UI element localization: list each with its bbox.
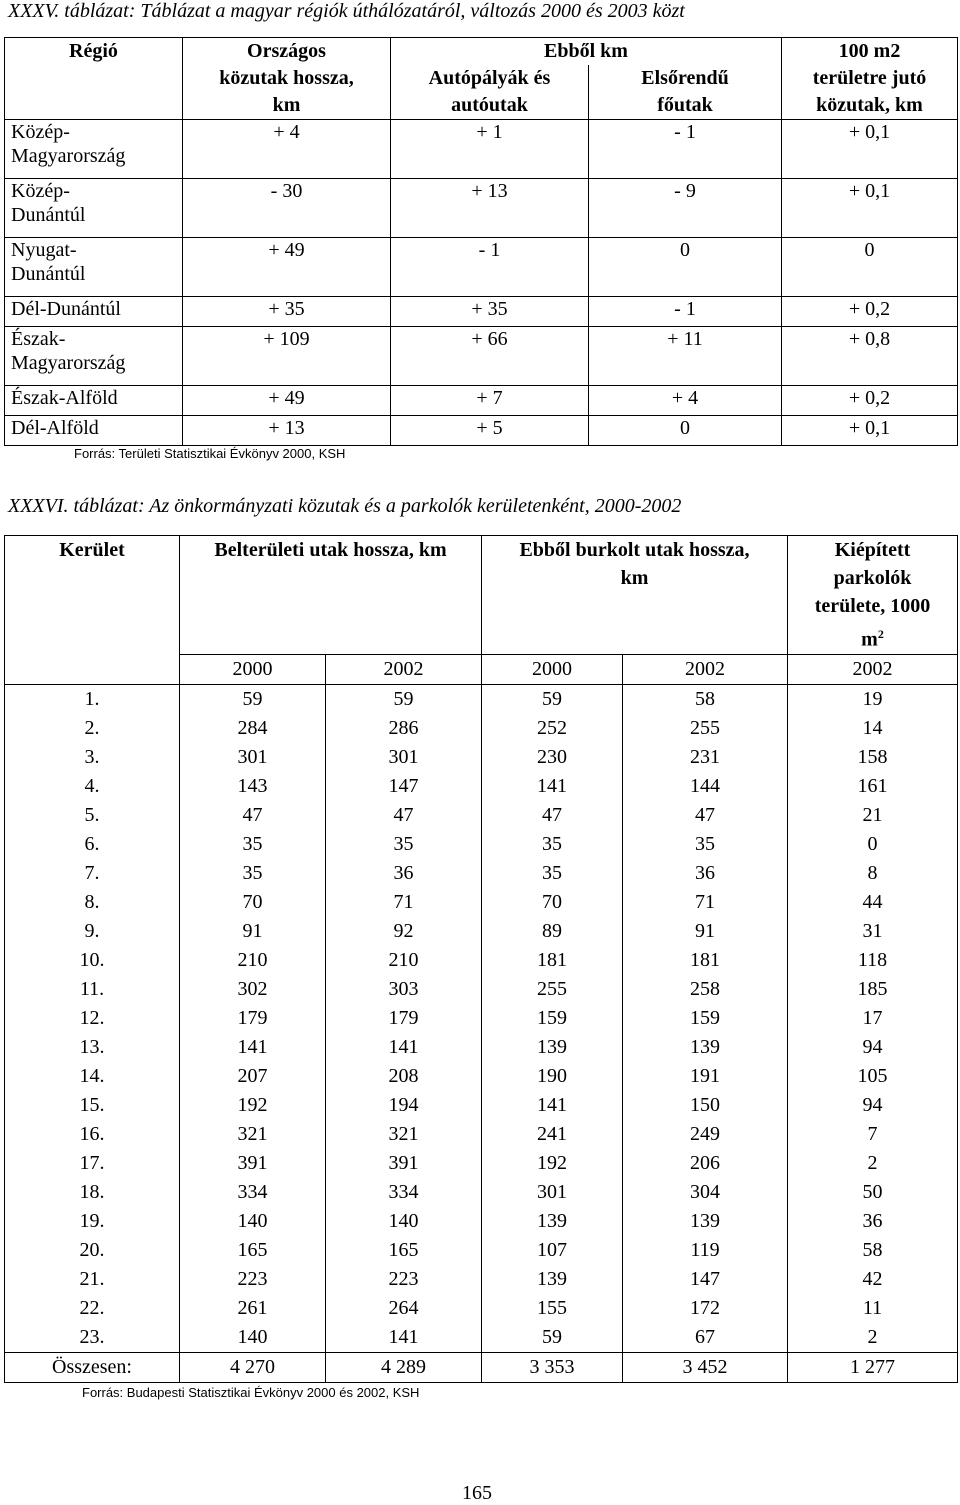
paved-2000-cell: 181 bbox=[482, 946, 623, 975]
header-national-roads: Országos közutak hossza, km bbox=[183, 38, 391, 120]
inner-2002-cell: 35 bbox=[326, 830, 482, 859]
inner-2002-cell: 179 bbox=[326, 1004, 482, 1033]
district-cell: 11. bbox=[5, 975, 180, 1004]
primary-value: 0 bbox=[589, 238, 782, 297]
inner-2002-cell: 4 289 bbox=[326, 1352, 482, 1382]
district-cell: 8. bbox=[5, 888, 180, 917]
paved-2002-cell: 71 bbox=[623, 888, 788, 917]
district-cell: 14. bbox=[5, 1062, 180, 1091]
inner-2000-cell: 207 bbox=[180, 1062, 326, 1091]
national-value: + 49 bbox=[183, 386, 391, 416]
header-density: 100 m2 területre jutó közutak, km bbox=[782, 38, 958, 120]
paved-2000-cell: 141 bbox=[482, 1091, 623, 1120]
parking-2002-cell: 2 bbox=[788, 1149, 958, 1178]
year-header: 2000 bbox=[482, 654, 623, 684]
district-row bbox=[5, 1004, 958, 1033]
inner-2000-cell: 223 bbox=[180, 1265, 326, 1294]
inner-2000-cell: 284 bbox=[180, 714, 326, 743]
inner-2002-cell: 92 bbox=[326, 917, 482, 946]
paved-2002-cell: 249 bbox=[623, 1120, 788, 1149]
inner-2002-cell: 391 bbox=[326, 1149, 482, 1178]
paved-2000-cell: 252 bbox=[482, 714, 623, 743]
parking-2002-cell: 42 bbox=[788, 1265, 958, 1294]
paved-2000-cell: 139 bbox=[482, 1207, 623, 1236]
density-value: + 0,2 bbox=[782, 297, 958, 327]
paved-2002-cell: 304 bbox=[623, 1178, 788, 1207]
parking-2002-cell: 7 bbox=[788, 1120, 958, 1149]
motorways-value: + 1 bbox=[391, 120, 589, 179]
header-of-which: Ebből km bbox=[391, 38, 782, 66]
paved-2000-cell: 35 bbox=[482, 859, 623, 888]
primary-value: - 1 bbox=[589, 120, 782, 179]
parking-2002-cell: 11 bbox=[788, 1294, 958, 1323]
primary-value: + 11 bbox=[589, 327, 782, 386]
year-header: 2002 bbox=[326, 654, 482, 684]
district-row bbox=[5, 684, 958, 714]
inner-2002-cell: 210 bbox=[326, 946, 482, 975]
paved-2002-cell: 147 bbox=[623, 1265, 788, 1294]
inner-2000-cell: 391 bbox=[180, 1149, 326, 1178]
region-row bbox=[5, 179, 958, 238]
paved-2000-cell: 139 bbox=[482, 1265, 623, 1294]
inner-2000-cell: 140 bbox=[180, 1323, 326, 1353]
header-region: Régió bbox=[5, 38, 183, 120]
inner-2002-cell: 303 bbox=[326, 975, 482, 1004]
paved-2002-cell: 172 bbox=[623, 1294, 788, 1323]
inner-2000-cell: 35 bbox=[180, 859, 326, 888]
region-row bbox=[5, 297, 958, 327]
parking-2002-cell: 44 bbox=[788, 888, 958, 917]
district-row bbox=[5, 714, 958, 743]
region-row bbox=[5, 327, 958, 386]
district-row bbox=[5, 975, 958, 1004]
district-row bbox=[5, 830, 958, 859]
inner-2000-cell: 70 bbox=[180, 888, 326, 917]
inner-2002-cell: 47 bbox=[326, 801, 482, 830]
paved-2000-cell: 107 bbox=[482, 1236, 623, 1265]
inner-2002-cell: 140 bbox=[326, 1207, 482, 1236]
header-primary-roads: Elsőrendű főutak bbox=[589, 65, 782, 120]
inner-2000-cell: 301 bbox=[180, 743, 326, 772]
inner-2000-cell: 143 bbox=[180, 772, 326, 801]
parking-2002-cell: 17 bbox=[788, 1004, 958, 1033]
parking-2002-cell: 0 bbox=[788, 830, 958, 859]
density-value: + 0,1 bbox=[782, 120, 958, 179]
district-row bbox=[5, 859, 958, 888]
district-row bbox=[5, 743, 958, 772]
inner-2002-cell: 208 bbox=[326, 1062, 482, 1091]
district-row bbox=[5, 772, 958, 801]
district-row bbox=[5, 801, 958, 830]
inner-2002-cell: 147 bbox=[326, 772, 482, 801]
inner-2000-cell: 210 bbox=[180, 946, 326, 975]
national-value: - 30 bbox=[183, 179, 391, 238]
paved-2000-cell: 241 bbox=[482, 1120, 623, 1149]
paved-2002-cell: 231 bbox=[623, 743, 788, 772]
district-cell: 1. bbox=[5, 684, 180, 714]
paved-2002-cell: 67 bbox=[623, 1323, 788, 1353]
paved-2000-cell: 139 bbox=[482, 1033, 623, 1062]
density-value: + 0,1 bbox=[782, 416, 958, 446]
district-row bbox=[5, 1149, 958, 1178]
district-row bbox=[5, 1033, 958, 1062]
region-row bbox=[5, 386, 958, 416]
paved-2002-cell: 191 bbox=[623, 1062, 788, 1091]
district-cell: 3. bbox=[5, 743, 180, 772]
district-roads-table bbox=[4, 535, 958, 1383]
paved-2002-cell: 91 bbox=[623, 917, 788, 946]
inner-2000-cell: 165 bbox=[180, 1236, 326, 1265]
parking-2002-cell: 161 bbox=[788, 772, 958, 801]
inner-2000-cell: 261 bbox=[180, 1294, 326, 1323]
paved-2000-cell: 141 bbox=[482, 772, 623, 801]
primary-value: 0 bbox=[589, 416, 782, 446]
motorways-value: + 13 bbox=[391, 179, 589, 238]
district-cell: 4. bbox=[5, 772, 180, 801]
district-row bbox=[5, 917, 958, 946]
motorways-value: + 7 bbox=[391, 386, 589, 416]
paved-2002-cell: 258 bbox=[623, 975, 788, 1004]
district-cell: 5. bbox=[5, 801, 180, 830]
district-cell: 10. bbox=[5, 946, 180, 975]
parking-2002-cell: 50 bbox=[788, 1178, 958, 1207]
year-header: 2000 bbox=[180, 654, 326, 684]
paved-2000-cell: 192 bbox=[482, 1149, 623, 1178]
regions-road-table bbox=[4, 37, 958, 446]
inner-2000-cell: 140 bbox=[180, 1207, 326, 1236]
inner-2002-cell: 165 bbox=[326, 1236, 482, 1265]
page-number: 165 bbox=[462, 1482, 492, 1504]
motorways-value: - 1 bbox=[391, 238, 589, 297]
district-cell: 13. bbox=[5, 1033, 180, 1062]
parking-2002-cell: 94 bbox=[788, 1091, 958, 1120]
paved-2002-cell: 58 bbox=[623, 684, 788, 714]
parking-2002-cell: 21 bbox=[788, 801, 958, 830]
paved-2000-cell: 3 353 bbox=[482, 1352, 623, 1382]
total-row bbox=[5, 1352, 958, 1382]
district-row bbox=[5, 1323, 958, 1353]
district-cell: 6. bbox=[5, 830, 180, 859]
inner-2002-cell: 334 bbox=[326, 1178, 482, 1207]
inner-2000-cell: 4 270 bbox=[180, 1352, 326, 1382]
district-cell: 16. bbox=[5, 1120, 180, 1149]
header-inner-roads: Belterületi utak hossza, km bbox=[180, 536, 482, 655]
parking-2002-cell: 8 bbox=[788, 859, 958, 888]
paved-2002-cell: 150 bbox=[623, 1091, 788, 1120]
density-value: 0 bbox=[782, 238, 958, 297]
parking-2002-cell: 94 bbox=[788, 1033, 958, 1062]
parking-2002-cell: 2 bbox=[788, 1323, 958, 1353]
paved-2000-cell: 155 bbox=[482, 1294, 623, 1323]
paved-2002-cell: 181 bbox=[623, 946, 788, 975]
district-row bbox=[5, 1120, 958, 1149]
inner-2000-cell: 141 bbox=[180, 1033, 326, 1062]
paved-2000-cell: 89 bbox=[482, 917, 623, 946]
paved-2002-cell: 35 bbox=[623, 830, 788, 859]
paved-2002-cell: 139 bbox=[623, 1207, 788, 1236]
national-value: + 13 bbox=[183, 416, 391, 446]
paved-2002-cell: 119 bbox=[623, 1236, 788, 1265]
paved-2000-cell: 230 bbox=[482, 743, 623, 772]
paved-2000-cell: 35 bbox=[482, 830, 623, 859]
parking-2002-cell: 158 bbox=[788, 743, 958, 772]
district-cell: 7. bbox=[5, 859, 180, 888]
paved-2000-cell: 59 bbox=[482, 1323, 623, 1353]
paved-2002-cell: 159 bbox=[623, 1004, 788, 1033]
district-cell: Összesen: bbox=[5, 1352, 180, 1382]
region-name: Észak-Alföld bbox=[5, 386, 183, 416]
paved-2002-cell: 36 bbox=[623, 859, 788, 888]
paved-2002-cell: 139 bbox=[623, 1033, 788, 1062]
primary-value: + 4 bbox=[589, 386, 782, 416]
region-name: Közép- Dunántúl bbox=[5, 179, 183, 238]
parking-2002-cell: 36 bbox=[788, 1207, 958, 1236]
district-row bbox=[5, 1294, 958, 1323]
table1-caption: XXXV. táblázat: Táblázat a magyar régiók úthálózatáról, változás 2000 és 2003 közt bbox=[8, 0, 685, 22]
inner-2002-cell: 223 bbox=[326, 1265, 482, 1294]
inner-2002-cell: 301 bbox=[326, 743, 482, 772]
paved-2000-cell: 47 bbox=[482, 801, 623, 830]
district-row bbox=[5, 1207, 958, 1236]
district-cell: 15. bbox=[5, 1091, 180, 1120]
paved-2000-cell: 159 bbox=[482, 1004, 623, 1033]
density-value: + 0,1 bbox=[782, 179, 958, 238]
paved-2002-cell: 206 bbox=[623, 1149, 788, 1178]
inner-2002-cell: 141 bbox=[326, 1323, 482, 1353]
inner-2000-cell: 192 bbox=[180, 1091, 326, 1120]
paved-2002-cell: 3 452 bbox=[623, 1352, 788, 1382]
parking-2002-cell: 1 277 bbox=[788, 1352, 958, 1382]
header-motorways: Autópályák és autóutak bbox=[391, 65, 589, 120]
district-cell: 12. bbox=[5, 1004, 180, 1033]
primary-value: - 9 bbox=[589, 179, 782, 238]
parking-2002-cell: 58 bbox=[788, 1236, 958, 1265]
district-cell: 18. bbox=[5, 1178, 180, 1207]
primary-value: - 1 bbox=[589, 297, 782, 327]
district-cell: 22. bbox=[5, 1294, 180, 1323]
national-value: + 109 bbox=[183, 327, 391, 386]
motorways-value: + 35 bbox=[391, 297, 589, 327]
year-empty-cell bbox=[5, 654, 180, 684]
inner-2000-cell: 334 bbox=[180, 1178, 326, 1207]
year-header: 2002 bbox=[623, 654, 788, 684]
national-value: + 4 bbox=[183, 120, 391, 179]
inner-2002-cell: 286 bbox=[326, 714, 482, 743]
inner-2002-cell: 264 bbox=[326, 1294, 482, 1323]
inner-2000-cell: 91 bbox=[180, 917, 326, 946]
inner-2000-cell: 179 bbox=[180, 1004, 326, 1033]
district-cell: 21. bbox=[5, 1265, 180, 1294]
district-row bbox=[5, 1062, 958, 1091]
header-district: Kerület bbox=[5, 536, 180, 655]
parking-2002-cell: 185 bbox=[788, 975, 958, 1004]
district-row bbox=[5, 1091, 958, 1120]
paved-2000-cell: 190 bbox=[482, 1062, 623, 1091]
region-row bbox=[5, 120, 958, 179]
parking-2002-cell: 19 bbox=[788, 684, 958, 714]
inner-2002-cell: 71 bbox=[326, 888, 482, 917]
region-name: Közép- Magyarország bbox=[5, 120, 183, 179]
region-row bbox=[5, 238, 958, 297]
district-row bbox=[5, 888, 958, 917]
inner-2002-cell: 141 bbox=[326, 1033, 482, 1062]
parking-2002-cell: 31 bbox=[788, 917, 958, 946]
inner-2000-cell: 321 bbox=[180, 1120, 326, 1149]
inner-2002-cell: 36 bbox=[326, 859, 482, 888]
district-cell: 23. bbox=[5, 1323, 180, 1353]
header-paved-roads: Ebből burkolt utak hossza, km bbox=[482, 536, 788, 655]
density-value: + 0,8 bbox=[782, 327, 958, 386]
region-name: Nyugat- Dunántúl bbox=[5, 238, 183, 297]
district-cell: 17. bbox=[5, 1149, 180, 1178]
district-row bbox=[5, 946, 958, 975]
paved-2002-cell: 255 bbox=[623, 714, 788, 743]
motorways-value: + 5 bbox=[391, 416, 589, 446]
year-header: 2002 bbox=[788, 654, 958, 684]
inner-2002-cell: 59 bbox=[326, 684, 482, 714]
parking-2002-cell: 105 bbox=[788, 1062, 958, 1091]
inner-2000-cell: 302 bbox=[180, 975, 326, 1004]
region-name: Dél-Alföld bbox=[5, 416, 183, 446]
region-name: Dél-Dunántúl bbox=[5, 297, 183, 327]
table2-caption: XXXVI. táblázat: Az önkormányzati közutak és a parkolók kerületenként, 2000-2002 bbox=[8, 495, 682, 517]
header-parking: Kiépített parkolók területe, 1000 $m^2$ bbox=[788, 536, 958, 655]
inner-2002-cell: 321 bbox=[326, 1120, 482, 1149]
parking-2002-cell: 118 bbox=[788, 946, 958, 975]
parking-2002-cell: 14 bbox=[788, 714, 958, 743]
district-cell: 9. bbox=[5, 917, 180, 946]
paved-2000-cell: 59 bbox=[482, 684, 623, 714]
inner-2000-cell: 47 bbox=[180, 801, 326, 830]
inner-2002-cell: 194 bbox=[326, 1091, 482, 1120]
inner-2000-cell: 35 bbox=[180, 830, 326, 859]
district-cell: 19. bbox=[5, 1207, 180, 1236]
paved-2000-cell: 70 bbox=[482, 888, 623, 917]
paved-2002-cell: 47 bbox=[623, 801, 788, 830]
national-value: + 35 bbox=[183, 297, 391, 327]
district-cell: 20. bbox=[5, 1236, 180, 1265]
table1-source: Forrás: Területi Statisztikai Évkönyv 2000, KSH bbox=[74, 446, 346, 461]
paved-2000-cell: 301 bbox=[482, 1178, 623, 1207]
paved-2000-cell: 255 bbox=[482, 975, 623, 1004]
inner-2000-cell: 59 bbox=[180, 684, 326, 714]
motorways-value: + 66 bbox=[391, 327, 589, 386]
district-row bbox=[5, 1236, 958, 1265]
national-value: + 49 bbox=[183, 238, 391, 297]
region-name: Észak- Magyarország bbox=[5, 327, 183, 386]
density-value: + 0,2 bbox=[782, 386, 958, 416]
district-row bbox=[5, 1178, 958, 1207]
district-cell: 2. bbox=[5, 714, 180, 743]
district-row bbox=[5, 1265, 958, 1294]
paved-2002-cell: 144 bbox=[623, 772, 788, 801]
region-row bbox=[5, 416, 958, 446]
table2-source: Forrás: Budapesti Statisztikai Évkönyv 2000 és 2002, KSH bbox=[82, 1385, 420, 1400]
